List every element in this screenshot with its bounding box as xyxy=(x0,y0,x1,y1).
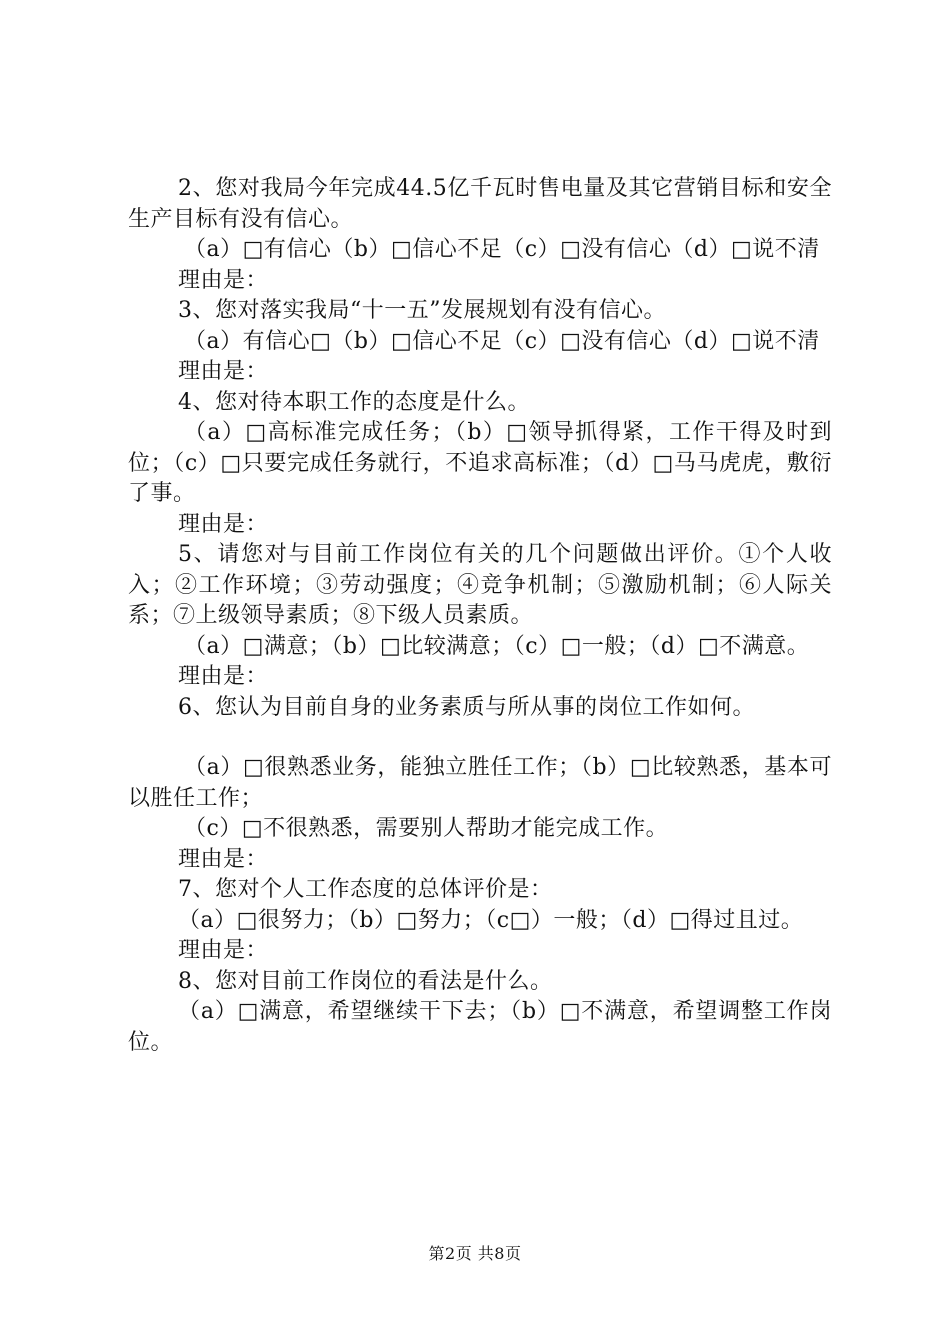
reason-label-4: 理由是： xyxy=(178,511,269,537)
reason-label-5: 理由是： xyxy=(178,664,269,689)
options-question-3: （a）有信心□（b）□信心不足（c）□没有信心（d）□说不清 xyxy=(184,328,820,354)
options-question-6-part-2: （c）□不很熟悉，需要别人帮助才能完成工作。 xyxy=(184,816,669,841)
question-8: 8、您对目前工作岗位的看法是什么。 xyxy=(178,968,553,994)
question-2: 2、您对我局今年完成44.5亿千瓦时售电量及其它营销目标和安全生产目标有没有信心。 xyxy=(128,176,832,232)
reason-label-7: 理由是： xyxy=(178,938,269,963)
question-7: 7、您对个人工作态度的总体评价是： xyxy=(178,877,553,902)
options-question-6-part-1: （a）□很熟悉业务，能独立胜任工作；（b）□比较熟悉，基本可以胜任工作； xyxy=(128,755,832,811)
options-question-4: （a）□高标准完成任务；（b）□领导抓得紧，工作干得及时到位；（c）□只要完成任务就行，不追求高标准；（d）□马马虎虎，敷衍了事。 xyxy=(128,420,832,506)
options-question-7: （a）□很努力；（b）□努力；（c□）一般；（d）□得过且过。 xyxy=(178,907,804,933)
options-question-8: （a）□满意，希望继续干下去；（b）□不满意，希望调整工作岗位。 xyxy=(128,999,832,1055)
options-question-5: （a）□满意；（b）□比较满意；（c）□一般；（d）□不满意。 xyxy=(184,633,810,659)
question-5: 5、请您对与目前工作岗位有关的几个问题做出评价。①个人收入；②工作环境；③劳动强度；④竞争机制；⑤激励机制；⑥人际关系；⑦上级领导素质；⑧下级人员素质。 xyxy=(128,542,832,628)
page-number-footer: 第2页 共8页 xyxy=(428,1244,522,1263)
question-4: 4、您对待本职工作的态度是什么。 xyxy=(178,389,530,415)
document-body xyxy=(128,174,832,1058)
reason-label-3: 理由是： xyxy=(178,359,269,384)
question-3: 3、您对落实我局“十一五”发展规划有没有信心。 xyxy=(178,298,666,323)
reason-label-2: 理由是： xyxy=(178,267,269,293)
options-question-2: （a）□有信心（b）□信心不足（c）□没有信心（d）□说不清 xyxy=(184,237,820,262)
question-6: 6、您认为目前自身的业务素质与所从事的岗位工作如何。 xyxy=(178,694,755,720)
reason-label-6: 理由是： xyxy=(178,846,269,872)
